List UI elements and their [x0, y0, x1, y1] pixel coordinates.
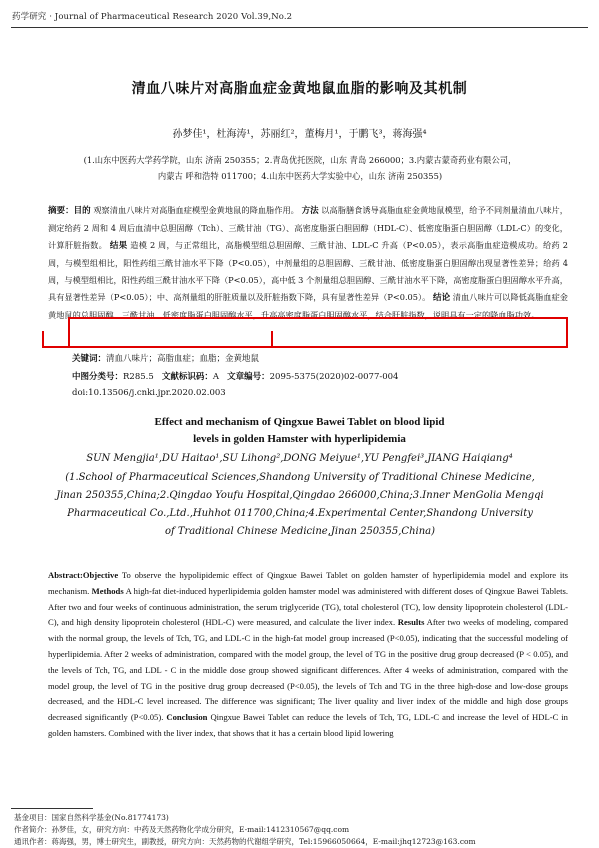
english-title-line: Effect and mechanism of Qingxue Bawei Tablet on blood lipid	[154, 416, 445, 428]
running-head: 药学研究 · Journal of Pharmaceutical Research 2020 Vol.39,No.2	[12, 12, 293, 22]
english-affiliations	[40, 469, 560, 541]
results-label: 结果	[109, 241, 128, 251]
english-abstract	[48, 568, 568, 742]
article-no-label: 文章编号：	[227, 372, 270, 382]
chinese-affiliations	[30, 152, 570, 184]
chinese-affiliation-line: (1.山东中医药大学药学院，山东 济南 250355；2.青岛优托医院，山东 青岛 266000；3.内蒙古蒙奇药业有限公司，	[83, 155, 517, 165]
corresponding-author-note: 通讯作者：蒋海强，男，博士研究生，副教授，研究方向：天然药物的代谢组学研究，Tel:15966050664，E-mail:jhq12723@163.com	[14, 837, 476, 846]
chinese-authors: 孙梦佳¹，杜海涛¹，苏丽红²，董梅月¹，于鹏飞³，蒋海强⁴	[172, 129, 427, 140]
keywords-label: 关键词：	[72, 354, 107, 364]
doc-code-label: 文献标识码：	[161, 372, 213, 382]
english-affiliation-line: Pharmaceutical Co.,Ltd.,Huhhot 011700,China;4.Experimental Center,Shandong University	[67, 508, 533, 519]
footnote-rule	[11, 808, 93, 809]
english-title	[0, 414, 599, 448]
article-no-value: 2095-5375(2020)02-0077-004	[269, 372, 399, 382]
header-rule	[11, 27, 588, 28]
clc-value: R285.5	[123, 372, 154, 382]
doc-code-value: A	[212, 372, 220, 382]
objective-text: 观察清血八味片对高脂血症模型金黄地鼠的降血脂作用。	[93, 205, 299, 215]
doi-line	[72, 388, 226, 398]
conclusion-text: 清血八味片可以降低高脂血症金黄地鼠的总胆固醇、三酰甘油、低密度脂蛋白胆固醇水平，升高高密度脂蛋白胆固醇水平，结合肝脏指数，说明具有一定的降血脂功效。	[48, 292, 568, 320]
english-authors: SUN Mengjia¹,DU Haitao¹,SU Lihong²,DONG Meiyue¹,YU Pengfei³,JIANG Haiqiang⁴	[86, 453, 513, 464]
methods-text: 以高脂膳食诱导高脂血症金黄地鼠模型，给予不同剂量清血八味片，测定给药 2 周和 4 周后血清中总胆固醇（Tch）、三酰甘油（TG）、高密度脂蛋白胆固醇（HDL-C）、低密度脂蛋白胆固醇（LDL-C）的变化，计算肝脏指数。	[48, 205, 568, 250]
fund-note: 基金项目：国家自然科学基金(No.81774173)	[14, 813, 169, 822]
objective-label: 目的	[73, 206, 91, 216]
en-results-text: After two weeks of modeling, compared with the normal group, the levels of Tch, TG, and LDL-C in the high-fat model group increased (P<0.05), indicating that the successful modeling of hyperlipidemia. After 2 weeks of administration, compared with the model group, the level of TG in the positive drug group decreased (P < 0.05), and the levels of Tch, TG, and LDL - C in the middle dose group showed significant differences. After 4 weeks of administration, compared with the model group, the level of TG in the positive drug group decreased (P<0.05), the levels of Tch and TG in the three high-dose and low-dose groups decreased, and the HDL-C level increased. The difference was significant; The liver quality and liver index of the middle and high dose groups decreased significantly (P<0.05).	[48, 617, 568, 723]
classification-line	[72, 370, 398, 382]
chinese-title: 清血八味片对高脂血症金黄地鼠血脂的影响及其机制	[131, 81, 468, 97]
en-objective-text: To observe the hypolipidemic effect of Qingxue Bawei Tablet on golden hamster of hyperlipidemia model and explore its mechanism.	[48, 570, 568, 596]
en-conclusion-label: Conclusion	[166, 712, 208, 723]
clc-label: 中图分类号：	[72, 372, 124, 382]
english-affiliation-line: (1.School of Pharmaceutical Sciences,Shandong University of Traditional Chinese Medicine,	[65, 472, 535, 483]
results-text: 造模 2 周，与正常组比，高脂模型组总胆固醇、三酰甘油、LDL-C 升高（P<0.05），表示高脂血症造模成功。给药 2 周，与模型组相比，阳性药组三酰甘油水平下降（P<0.05），中剂量组的总胆固醇、三酰甘油、低密度脂蛋白胆固醇出现显著性差异；给药 4 周，与模型组相比，阳性药组三酰甘油水平下降（P<0.05），高中低 3 个剂量组总胆固醇、三酰甘油水平下降，高密度脂蛋白胆固醇水平升高，具有显著性差异（P<0.05）；中、高剂量组的肝脏质量以及肝脏指数下降，具有显著性差异（P<0.05）。	[48, 240, 568, 302]
keywords-line	[72, 352, 259, 364]
english-affiliation-line: Jinan 250355,China;2.Qingdao Youfu Hospital,Qingdao 266000,China;3.Inner MenGolia Mengqi	[56, 490, 544, 501]
doi-label: doi:	[72, 388, 89, 398]
chinese-affiliation-line: 内蒙古 呼和浩特 011700；4.山东中医药大学实验中心，山东 济南 250355)	[157, 171, 443, 181]
en-objective-label: Objective	[82, 570, 119, 580]
keywords-text: 清血八味片；高脂血症；血脂；金黄地鼠	[106, 354, 260, 364]
en-results-label: Results	[397, 617, 425, 628]
en-methods-text: A high-fat diet-induced hyperlipidemia golden hamster model was administered with different doses of Qingxue Bawei Tablets. After two and four weeks of continuous administration, the serum triglyceride (TG), total cholesterol (TC), low density lipoprotein cholesterol (LDL-C), and high density lipoprotein cholesterol (HDL-C) were measured, and calculate the liver index.	[48, 585, 568, 628]
english-title-line: levels in golden Hamster with hyperlipidemia	[193, 433, 406, 445]
doi-value: 10.13506/j.cnki.jpr.2020.02.003	[88, 388, 226, 398]
methods-label: 方法	[301, 206, 319, 216]
conclusion-label: 结论	[433, 293, 451, 303]
en-conclusion-text: Qingxue Bawei Tablet can reduce the levels of Tch, TG, LDL-C and increase the level of HDL-C in golden hamsters. Combined with the liver index, that shows that it has a certain blood lipid lowering	[48, 712, 568, 738]
en-abstract-label: Abstract:	[48, 570, 83, 580]
chinese-abstract	[48, 202, 568, 324]
abstract-label: 摘要：	[48, 206, 74, 216]
author-intro-note: 作者简介：孙梦佳，女，研究方向：中药及天然药物化学成分研究，E-mail:1412310567@qq.com	[14, 825, 350, 834]
conclusion-highlight-box-tail	[42, 331, 273, 348]
en-methods-label: Methods	[91, 585, 124, 596]
english-affiliation-line: of Traditional Chinese Medicine,Jinan 250355,China)	[164, 526, 436, 537]
